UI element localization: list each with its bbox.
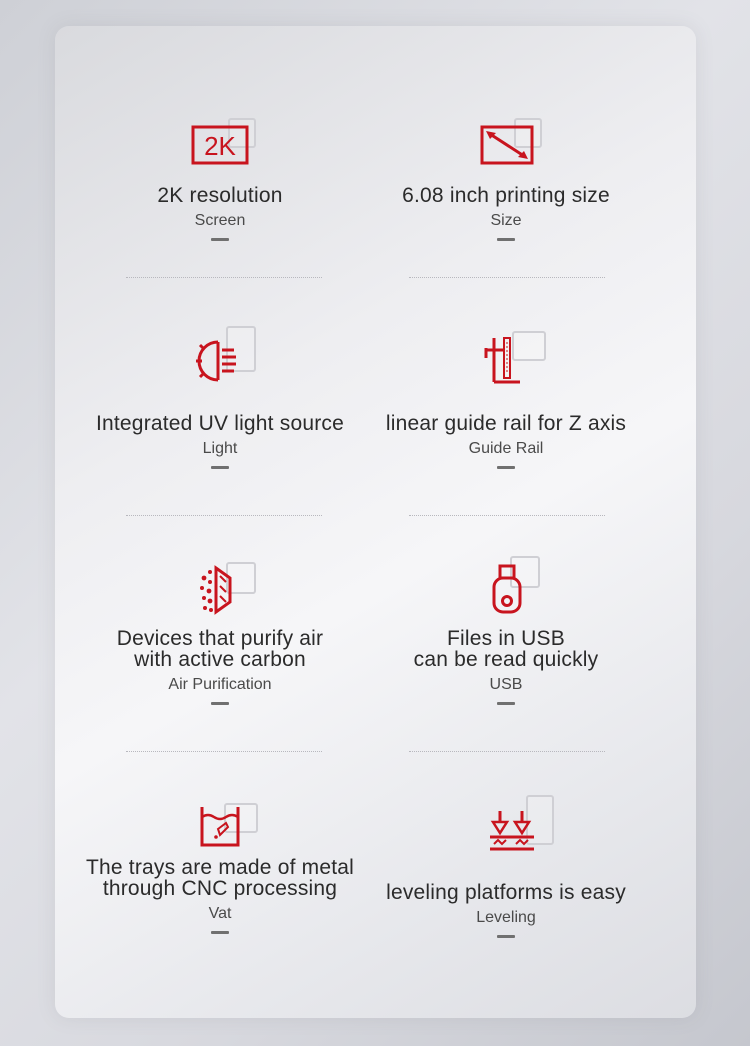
guide-rail-icon — [484, 336, 524, 386]
feature-title: 6.08 inch printing size — [402, 184, 610, 207]
row-divider — [126, 515, 322, 516]
feature-title: linear guide rail for Z axis — [385, 412, 627, 435]
feature-screen — [60, 115, 380, 241]
dash-divider — [211, 702, 229, 705]
dash-divider — [211, 238, 229, 241]
feature-leveling — [346, 793, 666, 938]
feature-light — [60, 322, 380, 469]
diagonal-size-icon — [480, 125, 536, 167]
dash-divider — [497, 466, 515, 469]
icon-container — [466, 322, 546, 392]
feature-title: Integrated UV light source — [95, 412, 344, 435]
uv-light-icon — [194, 336, 246, 386]
feature-title-line-1: Devices that purify air — [116, 627, 324, 650]
icon-container — [180, 556, 260, 618]
feature-subtitle: Light — [202, 440, 238, 457]
feature-vat — [60, 793, 380, 934]
feature-subtitle: Air Purification — [168, 676, 272, 693]
usb-drive-icon — [488, 564, 524, 616]
feature-subtitle: Size — [490, 212, 522, 229]
feature-title: leveling platforms is easy — [386, 881, 626, 904]
resin-vat-icon — [198, 805, 244, 849]
icon-container — [466, 556, 546, 618]
svg-text:2K: 2K — [204, 131, 236, 161]
feature-title: 2K resolution — [157, 184, 283, 207]
icon-container — [180, 115, 260, 175]
2k-resolution-icon — [191, 125, 251, 167]
feature-title-line-1: The trays are made of metal — [85, 856, 354, 879]
feature-subtitle: Vat — [208, 905, 232, 922]
icon-container — [180, 322, 260, 392]
feature-guide-rail — [346, 322, 666, 469]
feature-usb — [346, 556, 666, 705]
feature-size — [346, 115, 666, 241]
feature-title-line-2: with active carbon — [134, 648, 306, 671]
dash-divider — [211, 466, 229, 469]
dash-divider — [497, 238, 515, 241]
row-divider — [126, 751, 322, 752]
row-divider — [126, 277, 322, 278]
feature-title-line-2: can be read quickly — [413, 648, 599, 671]
dash-divider — [497, 702, 515, 705]
dash-divider — [497, 935, 515, 938]
feature-title-line-1: Files in USB — [447, 627, 565, 650]
feature-subtitle: USB — [489, 676, 523, 693]
icon-container — [180, 793, 260, 849]
row-divider — [409, 277, 605, 278]
row-divider — [409, 515, 605, 516]
row-divider — [409, 751, 605, 752]
feature-subtitle: Guide Rail — [468, 440, 544, 457]
air-purifier-icon — [198, 564, 244, 616]
feature-subtitle: Leveling — [476, 909, 536, 926]
feature-title-line-2: through CNC processing — [102, 877, 338, 900]
feature-subtitle: Screen — [194, 212, 246, 229]
icon-container — [466, 793, 546, 870]
feature-air-purification — [60, 556, 380, 705]
dash-divider — [211, 931, 229, 934]
icon-container — [466, 115, 546, 175]
leveling-arrows-icon — [488, 809, 538, 857]
